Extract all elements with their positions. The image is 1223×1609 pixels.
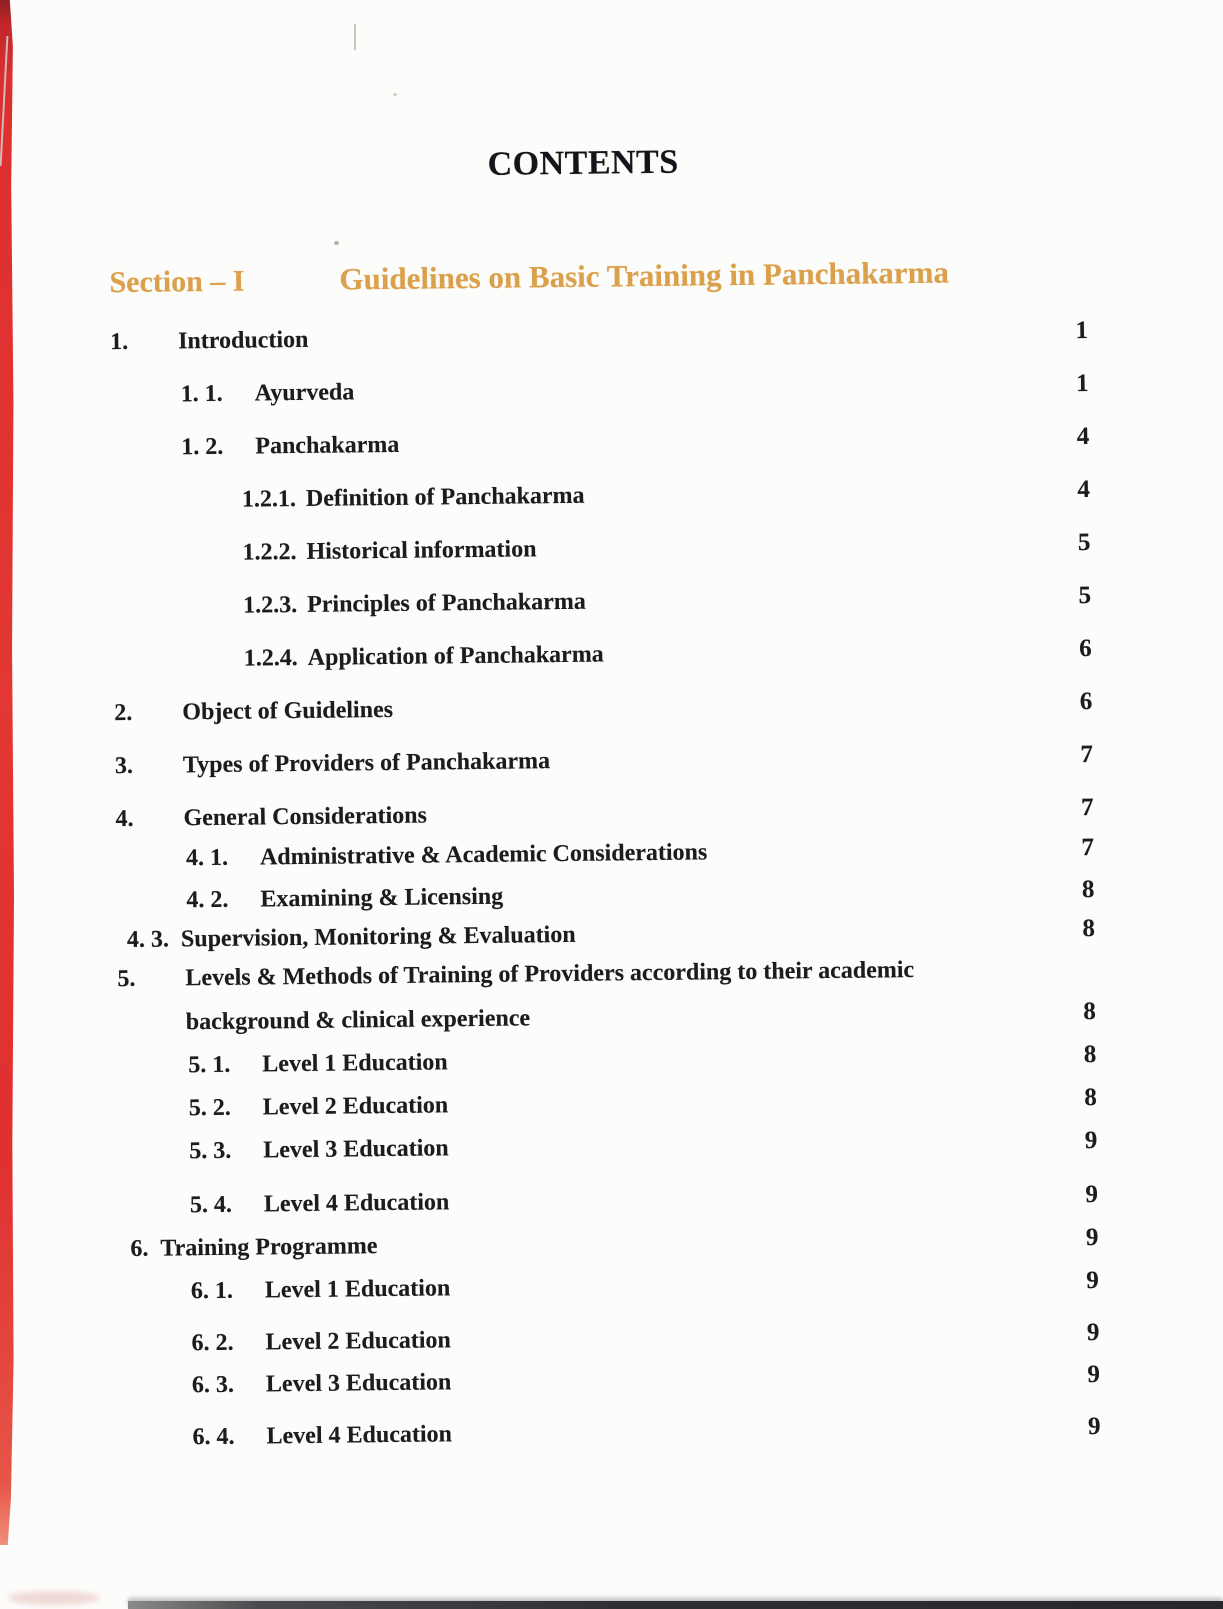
toc-row [119,1126,1097,1167]
toc-prefix: 6. 3. [191,1371,235,1399]
toc-page-number: 5 [1077,529,1091,557]
toc-label: Level 2 Education [265,1327,451,1356]
toc-page-number: 4 [1077,476,1091,504]
toc-page-number: 7 [1080,740,1094,769]
toc-label: Ayurveda [254,379,355,407]
toc-page-number: 5 [1078,582,1092,610]
toc-page-number: 8 [1084,1083,1097,1112]
toc-row [114,687,1092,728]
toc-label: Panchakarma [255,431,400,460]
toc-label: Level 3 Education [265,1369,452,1398]
toc-row [121,1318,1099,1359]
toc-label: background & clinical experience [185,1005,531,1036]
toc-prefix: 5. 1. [188,1051,231,1079]
toc-row [116,875,1094,916]
toc-row [121,1266,1099,1307]
toc-prefix: 6. 4. [192,1423,235,1451]
toc-row [111,369,1089,410]
toc-page-number: 1 [1075,317,1089,345]
toc-prefix: 2. [114,699,133,727]
toc-row [115,793,1093,834]
table-of-contents [110,316,1101,1453]
toc-prefix: 5. 3. [189,1137,232,1165]
toc-label: Types of Providers of Panchakarma [182,748,551,779]
toc-page-number: 8 [1083,1040,1097,1069]
toc-label: Examining & Licensing [260,883,504,913]
toc-label: Level 3 Education [263,1135,449,1164]
toc-prefix: 1. [109,328,129,356]
scan-artifact-smudge [8,1591,100,1605]
toc-prefix: 1. 1. [180,380,223,408]
toc-prefix: 5. [117,965,136,993]
toc-page-number: 8 [1083,997,1096,1026]
toc-prefix: 5. 4. [189,1191,233,1219]
toc-prefix: 4. [115,805,134,833]
toc-page-number: 9 [1086,1266,1099,1295]
toc-label: Administrative & Academic Considerations [259,839,708,871]
toc-page-number: 9 [1086,1318,1100,1347]
toc-row [122,1412,1100,1453]
toc-row [116,833,1094,874]
toc-prefix: 4. 1. [185,844,229,872]
toc-prefix: 1.2.4. [243,645,298,672]
toc-prefix: 1.2.1. [241,486,297,513]
toc-label: Level 1 Education [262,1049,448,1078]
toc-label: Principles of Panchakarma [306,588,586,618]
toc-row [118,1040,1096,1081]
toc-label: Levels & Methods of Training of Providers according to their academic [185,957,915,992]
toc-page-number: 1 [1076,370,1089,398]
toc-prefix: 1.2.2. [242,539,297,566]
toc-page-number: 8 [1082,914,1096,943]
toc-page-number: 8 [1081,875,1095,904]
toc-prefix: 1. 2. [181,433,224,461]
toc-page-number: 6 [1079,687,1093,716]
toc-page-number: 9 [1087,1412,1101,1441]
toc-row [111,422,1089,463]
toc-label: Level 4 Education [266,1421,453,1450]
toc-page-number: 9 [1085,1180,1099,1209]
toc-label: Supervision, Monitoring & Evaluation [180,921,576,953]
section-heading [109,253,1102,300]
toc-label: Application of Panchakarma [307,641,604,671]
toc-label: Historical information [306,536,537,565]
toc-row [120,1180,1098,1221]
toc-label: Object of Guidelines [182,696,394,726]
section-title: Guidelines on Basic Training in Panchakarma [339,254,950,297]
toc-label: Level 1 Education [264,1275,451,1304]
page-title: CONTENTS [487,143,679,183]
scan-edge-bottom-band [128,1601,1223,1609]
toc-page-number: 6 [1079,634,1092,663]
toc-label: General Considerations [183,802,428,832]
toc-page-number: 7 [1081,833,1095,862]
toc-row [118,997,1096,1038]
toc-row [112,528,1090,569]
toc-prefix: 1.2.3. [242,592,298,619]
toc-row [112,475,1090,516]
toc-row [110,316,1088,357]
toc-prefix: 5. 2. [188,1094,231,1122]
toc-label: Definition of Panchakarma [305,482,585,512]
toc-prefix [118,1029,186,1030]
toc-row [117,914,1095,955]
toc-label: Level 2 Education [262,1092,449,1121]
toc-page-number: 9 [1087,1360,1101,1389]
toc-row [119,1083,1097,1124]
toc-label: Introduction [177,326,309,355]
toc-page-number: 7 [1080,793,1094,822]
toc-prefix: 4. 2. [186,886,229,914]
section-label: Section – I [109,264,245,300]
toc-prefix: 6. 2. [191,1329,234,1357]
toc-prefix: 3. [114,752,134,780]
toc-row [113,581,1091,622]
toc-page-number: 4 [1076,423,1090,451]
toc-label: Training Programme [160,1233,378,1262]
toc-row [122,1360,1100,1401]
toc-row [115,740,1093,781]
toc-page-number: 9 [1084,1126,1098,1155]
toc-page-number: 9 [1085,1223,1099,1252]
toc-prefix: 6. 1. [190,1277,234,1305]
toc-prefix: 4. 3. [126,926,170,953]
toc-prefix: 6. [130,1235,149,1262]
toc-row [114,634,1092,675]
toc-row [117,953,1095,994]
toc-label: Level 4 Education [263,1189,450,1218]
toc-row [120,1223,1098,1264]
